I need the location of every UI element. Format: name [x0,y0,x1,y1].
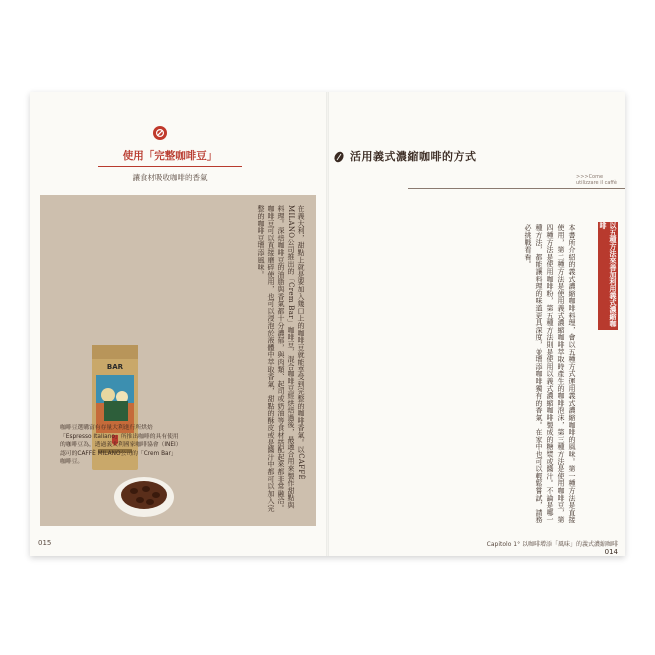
chapter-heading: 活用義式濃縮咖啡的方式 [350,150,477,163]
page-number-left: 015 [38,539,52,547]
right-body-text: 本書所介紹的義式濃縮咖啡料理，會以五種方式運用義式濃縮咖啡的風味。第一種方法是直接使用，第二種方法是使用義式濃縮咖啡萃取時產生的咖啡泡沫，第三種方法是使用咖啡豆，第四種方法是使用咖啡粉，第五種方法則是使用以義式濃縮咖啡製成的糖漿或醬汁。不論是哪一種方法，都能讓料理的味道更具深度，並增添咖啡獨有的香氣。在家中也可以輕鬆嘗試，請務必挑戰看看。 [524,224,576,524]
heading-divider [408,188,625,189]
chapter-subheading: >>>Come utilizzare il caffè [576,174,617,186]
page-footer-right [478,539,618,556]
coffee-beans-image [112,467,176,519]
page-number-right: 014 [604,548,618,556]
left-body-text: 在義大利，甜點上就是要加入幾口上的咖啡豆就能享受到完整的咖啡香氣。以CAFFÈ MILANO公司推出的「Crem Bar」咖啡豆，混合咖啡豆經烘焙過後，最適合用來製作甜點與料理。深焙咖啡豆的油脂與香氣都十分濃郁，與肉類、起司或奶油等食材搭配起來都非常融洽。咖啡豆可以直接磨碎使用，也可以浸泡於液體中萃取香氣，甜點的酥皮或是醬汁中都可以加入完整的咖啡豆增添風味。 [257,205,305,512]
title-divider [98,166,242,167]
side-tag: 以五種方法來善加利用義式濃縮咖啡 [598,222,618,330]
content-panel [40,195,316,526]
no-entry-icon [153,126,167,140]
right-page [328,92,625,556]
coffee-bean-icon [333,151,345,163]
image-caption: 咖啡豆選購富有存量大利進行所烘焙「Espresso Italiano」所推出咖啡的具有使用的咖啡豆為，透過義大利國家咖啡協會（INEI）認可的CAFFÈ MILANO公司的「Crem Bar」咖啡豆。 [60,425,179,465]
section-title: 使用「完整咖啡豆」 [122,150,218,162]
bag-label: BAR [106,363,124,371]
chapter-footer-text: Capitolo 1° 以咖啡增添「風味」的義式濃縮咖啡 [486,541,618,548]
section-subtitle: 讓食材吸收咖啡的香氣 [132,173,208,182]
book-spread [30,92,625,556]
left-page [30,92,327,556]
